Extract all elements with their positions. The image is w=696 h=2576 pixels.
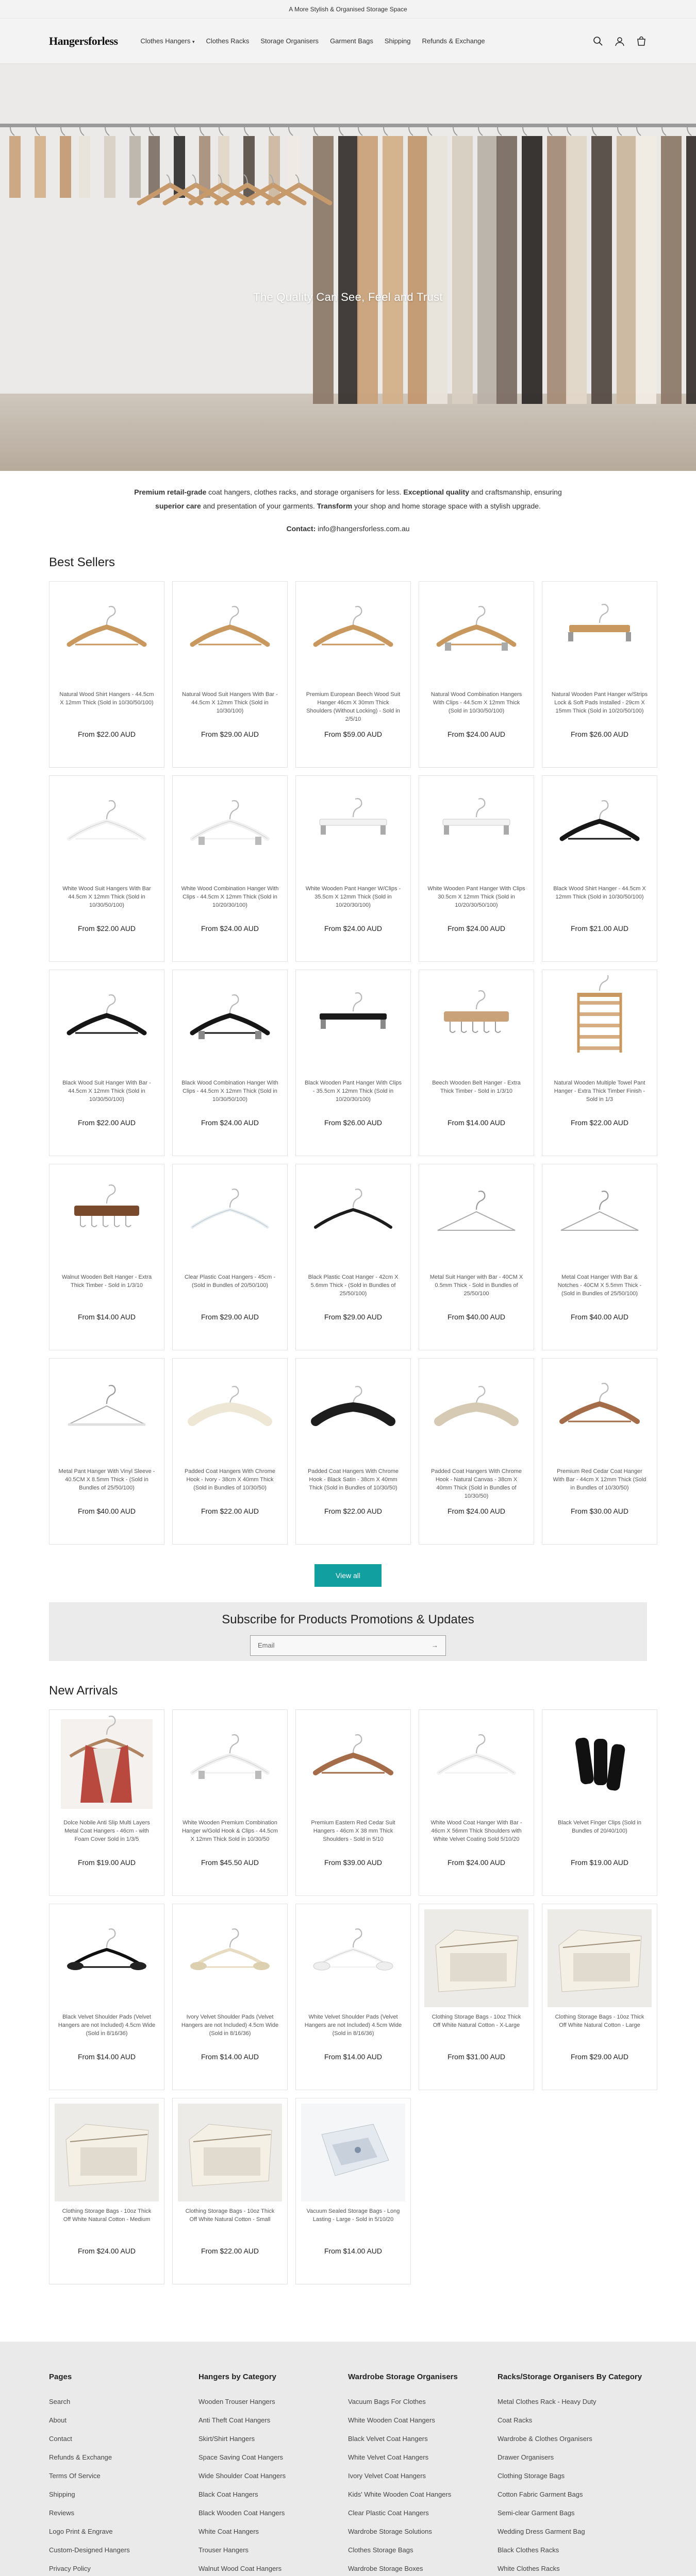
product-name[interactable]: Ivory Velvet Shoulder Pads (Velvet Hangers are not Included) 4.5cm Wide (Sold in 8/16/36) (181, 2013, 279, 2037)
product-name[interactable]: Natural Wood Combination Hangers With Clips - 44.5cm X 12mm Thick (Sold in 10/30/50/100) (430, 691, 522, 714)
product-price: From $39.00 AUD (324, 1858, 383, 1867)
product-card[interactable] (172, 2098, 288, 2284)
product-image[interactable] (301, 2104, 405, 2201)
footer-link[interactable]: Metal Clothes Rack - Heavy Duty (498, 2397, 596, 2405)
footer-link[interactable]: Ivory Velvet Coat Hangers (348, 2471, 426, 2480)
footer-column (49, 2371, 198, 2576)
product-card[interactable] (542, 1904, 657, 2090)
product-name[interactable]: Clear Plastic Coat Hangers - 45cm - (Sold in Bundles of 20/50/100) (184, 1274, 276, 1289)
product-card[interactable] (419, 1164, 534, 1350)
new-arrivals-grid (0, 1709, 696, 2284)
nav-clothes-hangers[interactable] (141, 37, 195, 45)
product-price: From $14.00 AUD (201, 2052, 259, 2061)
footer-link[interactable]: Wardrobe & Clothes Organisers (498, 2434, 592, 2443)
footer-link[interactable]: White Coat Hangers (198, 2527, 259, 2535)
product-price: From $24.00 AUD (447, 730, 506, 738)
main-nav (141, 37, 592, 45)
product-price: From $14.00 AUD (77, 2052, 136, 2061)
product-image[interactable] (424, 1170, 528, 1267)
product-name[interactable]: White Wooden Premium Combination Hanger w/Gold Hook & Clips - 44.5cm X 12mm Thick Sold in 10/30/50 (182, 1819, 278, 1842)
header-icons (592, 36, 647, 47)
product-image[interactable] (178, 1364, 282, 1462)
arrow-right-icon[interactable]: → (432, 1641, 438, 1650)
product-card[interactable] (295, 1164, 411, 1350)
product-image[interactable] (178, 1170, 282, 1267)
footer-link[interactable]: Wooden Trouser Hangers (198, 2397, 275, 2405)
nav-label: Clothes Hangers (140, 37, 191, 45)
product-image[interactable] (55, 781, 159, 879)
product-name[interactable]: Black Wood Combination Hanger With Clips - 44.5cm X 12mm Thick (Sold in 10/30/50/100) (181, 1079, 278, 1103)
product-price: From $14.00 AUD (77, 1312, 136, 1321)
logo[interactable]: Hangersforless (49, 34, 118, 47)
product-image[interactable] (301, 1715, 405, 1813)
product-card[interactable] (295, 970, 411, 1156)
footer-column (498, 2371, 647, 2576)
product-card[interactable] (542, 970, 657, 1156)
search-icon[interactable] (592, 36, 604, 47)
product-price: From $22.00 AUD (570, 1118, 629, 1127)
footer-column (198, 2371, 348, 2576)
product-image[interactable] (548, 975, 652, 1073)
product-image[interactable] (55, 1364, 159, 1462)
product-name[interactable]: Black Velvet Finger Clips (Sold in Bundles of 20/40/100) (557, 1819, 641, 1834)
footer-link[interactable]: White Velvet Coat Hangers (348, 2453, 429, 2461)
product-price: From $24.00 AUD (447, 1506, 506, 1515)
email-placeholder: Email (258, 1641, 275, 1650)
product-card[interactable] (542, 1358, 657, 1545)
product-name[interactable]: Clothing Storage Bags - 10oz Thick Off White Natural Cotton - Small (185, 2208, 275, 2223)
footer-link[interactable]: Shipping (49, 2490, 75, 2498)
view-all-button[interactable]: View all (314, 1564, 382, 1587)
intro-bold: Exceptional quality (403, 488, 469, 496)
footer-link[interactable]: Clothes Storage Bags (348, 2546, 413, 2554)
product-name[interactable]: Natural Wooden Multiple Towel Pant Hanger - Extra Thick Timber Finish - Sold in 1/3 (554, 1079, 645, 1103)
product-image[interactable] (424, 975, 528, 1073)
product-image[interactable] (178, 975, 282, 1073)
product-image[interactable] (55, 2104, 159, 2201)
contact-email[interactable]: info@hangersforless.com.au (316, 524, 410, 533)
footer-link[interactable]: Clothing Storage Bags (498, 2471, 565, 2480)
intro-bold: superior care (155, 502, 201, 511)
product-card[interactable] (172, 1358, 288, 1545)
product-image[interactable] (548, 1364, 652, 1462)
product-price: From $22.00 AUD (324, 1506, 383, 1515)
product-image[interactable] (178, 587, 282, 685)
product-price: From $29.00 AUD (201, 1312, 259, 1321)
footer-column-title: Wardrobe Storage Organisers (348, 2372, 458, 2381)
footer-link[interactable]: White Wooden Coat Hangers (348, 2416, 435, 2424)
footer-link[interactable]: Semi-clear Garment Bags (498, 2509, 575, 2517)
site-header (0, 19, 696, 64)
product-card[interactable] (419, 775, 534, 962)
contact-line (134, 522, 562, 536)
product-card[interactable] (172, 775, 288, 962)
account-icon[interactable] (614, 36, 625, 47)
nav-refunds[interactable]: Refunds & Exchange (422, 37, 485, 45)
product-card[interactable] (172, 581, 288, 768)
product-card[interactable] (295, 1904, 411, 2090)
product-name[interactable]: Premium European Beech Wood Suit Hanger 46cm X 30mm Thick Shoulders (Without Locking) - Sold in 2/5/10 (306, 691, 401, 722)
subscribe-title: Subscribe for Products Promotions & Updates (222, 1612, 474, 1626)
footer-link[interactable]: Trouser Hangers (198, 2546, 249, 2554)
product-image[interactable] (55, 975, 159, 1073)
product-price: From $24.00 AUD (201, 924, 259, 933)
product-price: From $40.00 AUD (447, 1312, 506, 1321)
nav-storage-organisers[interactable]: Storage Organisers (260, 37, 319, 45)
product-image[interactable] (301, 975, 405, 1073)
intro-text-part: coat hangers, clothes racks, and storage organisers for less. (206, 488, 404, 496)
footer-column-title: Pages (49, 2372, 72, 2381)
product-card[interactable] (295, 1709, 411, 1896)
product-card[interactable] (172, 1709, 288, 1896)
footer-column-title: Hangers by Category (198, 2372, 276, 2381)
chevron-down-icon: ▾ (192, 39, 195, 44)
product-price: From $29.00 AUD (201, 730, 259, 738)
product-name[interactable]: Natural Wood Suit Hangers With Bar - 44.5cm X 12mm Thick (Sold in 10/30/100) (182, 691, 278, 714)
product-image[interactable] (424, 1364, 528, 1462)
product-price: From $22.00 AUD (201, 2246, 259, 2255)
product-price: From $26.00 AUD (324, 1118, 383, 1127)
product-name[interactable]: Padded Coat Hangers With Chrome Hook - Natural Canvas - 38cm X 40mm Thick (Sold in Bundles of 10/30/50) (430, 1468, 522, 1499)
product-price: From $21.00 AUD (570, 924, 629, 933)
footer-column-title: Racks/Storage Organisers By Category (498, 2372, 642, 2381)
product-card[interactable] (49, 775, 164, 962)
footer-link[interactable]: Logo Print & Engrave (49, 2527, 113, 2535)
product-card[interactable] (542, 581, 657, 768)
footer-link[interactable]: Drawer Organisers (498, 2453, 554, 2461)
product-name[interactable]: Metal Coat Hanger With Bar & Notches - 40CM X 5.5mm Thick - (Sold in Bundles of 25/50/100) (557, 1274, 642, 1297)
product-card[interactable] (49, 1164, 164, 1350)
product-card[interactable] (295, 1358, 411, 1545)
product-name[interactable]: Black Plastic Coat Hanger - 42cm X 5.6mm Thick - (Sold in Bundles of 25/50/100) (308, 1274, 399, 1297)
product-price: From $59.00 AUD (324, 730, 383, 738)
product-image[interactable] (301, 587, 405, 685)
product-image[interactable] (301, 1170, 405, 1267)
announcement-bar: A More Stylish & Organised Storage Space (0, 0, 696, 19)
product-price: From $24.00 AUD (447, 924, 506, 933)
footer-link[interactable]: Coat Racks (498, 2416, 533, 2424)
product-image[interactable] (55, 1909, 159, 2007)
footer-link[interactable]: Contact (49, 2434, 72, 2443)
subscribe-section (49, 1602, 647, 1661)
product-name[interactable]: White Wood Suit Hangers With Bar 44.5cm X 12mm Thick (Sold in 10/30/50/100) (62, 885, 151, 908)
product-name[interactable]: White Wooden Pant Hanger With Clips 30.5cm X 12mm Thick (Sold in 10/20/30/50/100) (427, 885, 525, 908)
nav-garment-bags[interactable]: Garment Bags (330, 37, 373, 45)
product-image[interactable] (55, 1170, 159, 1267)
footer-link[interactable]: Black Clothes Racks (498, 2546, 559, 2554)
footer-link[interactable]: About (49, 2416, 67, 2424)
product-name[interactable]: Padded Coat Hangers With Chrome Hook - Black Satin - 38cm X 40mm Thick (Sold in Bundles of 10/30/50) (307, 1468, 399, 1491)
product-price: From $22.00 AUD (77, 730, 136, 738)
product-image[interactable] (301, 1364, 405, 1462)
footer-link[interactable]: Wide Shoulder Coat Hangers (198, 2471, 286, 2480)
product-price: From $31.00 AUD (447, 2052, 506, 2061)
product-name[interactable]: Premium Red Cedar Coat Hanger With Bar - 44cm X 12mm Thick (Sold in Bundles of 10/30/50) (553, 1468, 647, 1491)
footer-column (348, 2371, 498, 2576)
footer-link[interactable]: Vacuum Bags For Clothes (348, 2397, 426, 2405)
product-card[interactable] (49, 1358, 164, 1545)
intro-text-part: and craftsmanship, ensuring (469, 488, 562, 496)
hero-title: The Quality Can See, Feel and Trust (253, 291, 443, 303)
product-card[interactable] (419, 1904, 534, 2090)
footer-link[interactable]: Custom-Designed Hangers (49, 2546, 130, 2554)
product-image[interactable] (178, 1715, 282, 1813)
footer-link[interactable]: Privacy Policy (49, 2564, 91, 2572)
product-name[interactable]: Metal Suit Hanger with Bar - 40CM X 0.5mm Thick - Sold in Bundles of 25/50/100 (429, 1274, 523, 1297)
product-name[interactable]: White Wood Coat Hanger With Bar - 46cm X 56mm Thick Shoulders with White Velvet Coating Sold 5/10/20 (430, 1819, 522, 1842)
footer-link[interactable]: Search (49, 2397, 71, 2405)
footer-link[interactable]: Black Coat Hangers (198, 2490, 258, 2498)
intro-paragraph (134, 485, 562, 514)
product-price: From $22.00 AUD (201, 1506, 259, 1515)
product-price: From $24.00 AUD (447, 1858, 506, 1867)
footer-link[interactable]: Wardrobe Storage Boxes (348, 2564, 423, 2572)
footer-link[interactable]: Walnut Wood Coat Hangers (198, 2564, 282, 2572)
product-price: From $40.00 AUD (77, 1506, 136, 1515)
product-name[interactable]: White Wooden Pant Hanger W/Clips - 35.5cm X 12mm Thick (Sold in 10/20/30/100) (305, 885, 401, 908)
cart-icon[interactable] (636, 36, 647, 47)
product-card[interactable] (419, 1358, 534, 1545)
product-image[interactable] (178, 781, 282, 879)
footer-link[interactable]: Terms Of Service (49, 2471, 101, 2480)
footer-link[interactable]: Refunds & Exchange (49, 2453, 112, 2461)
product-name[interactable]: Padded Coat Hangers With Chrome Hook - Ivory - 38cm X 40mm Thick (Sold in Bundles of 10/30/50) (184, 1468, 276, 1491)
product-price: From $24.00 AUD (77, 2246, 136, 2255)
intro-bold: Transform (317, 502, 353, 511)
product-image[interactable] (548, 1715, 652, 1813)
product-image[interactable] (55, 587, 159, 685)
new-arrivals-title: New Arrivals (49, 1683, 118, 1698)
product-price: From $26.00 AUD (570, 730, 629, 738)
product-name[interactable]: Clothing Storage Bags - 10oz Thick Off White Natural Cotton - Large (555, 2013, 644, 2028)
product-price: From $24.00 AUD (324, 924, 383, 933)
product-price: From $22.00 AUD (77, 1118, 136, 1127)
product-card[interactable] (419, 581, 534, 768)
product-card[interactable] (49, 581, 164, 768)
product-name[interactable]: Dolce Nobile Anti Slip Multi Layers Metal Coat Hangers - 46cm - with Foam Cover Sold in 1/3/5 (63, 1819, 150, 1842)
product-name[interactable]: Black Wooden Pant Hanger With Clips - 35.5cm X 12mm Thick (Sold in 10/20/30/100) (304, 1079, 402, 1103)
product-image[interactable] (178, 1909, 282, 2007)
product-name[interactable]: Black Velvet Shoulder Pads (Velvet Hangers are not Included) 4.5cm Wide (Sold in 8/16/36) (58, 2013, 156, 2037)
footer-link[interactable]: Clear Plastic Coat Hangers (348, 2509, 429, 2517)
footer-link[interactable]: White Clothes Racks (498, 2564, 560, 2572)
footer-link[interactable]: Black Velvet Coat Hangers (348, 2434, 428, 2443)
product-name[interactable]: Clothing Storage Bags - 10oz Thick Off White Natural Cotton - Medium (62, 2208, 152, 2223)
product-image[interactable] (301, 1909, 405, 2007)
footer-link[interactable]: Wardrobe Storage Solutions (348, 2527, 432, 2535)
product-price: From $45.50 AUD (201, 1858, 259, 1867)
product-image[interactable] (424, 781, 528, 879)
product-price: From $30.00 AUD (570, 1506, 629, 1515)
product-card[interactable] (295, 581, 411, 768)
product-name[interactable]: Walnut Wooden Belt Hanger - Extra Thick Timber - Sold in 1/3/10 (61, 1274, 152, 1289)
product-name[interactable]: Black Wood Suit Hanger With Bar - 44.5cm X 12mm Thick (Sold in 10/30/50/100) (62, 1079, 151, 1103)
product-card[interactable] (172, 970, 288, 1156)
product-card[interactable] (49, 1904, 164, 2090)
product-image[interactable] (548, 1909, 652, 2007)
product-name[interactable]: Metal Pant Hanger With Vinyl Sleeve - 40.5CM X 8.5mm Thick - (Sold in Bundles of 25/50/100) (58, 1468, 155, 1491)
product-name[interactable]: Natural Wood Shirt Hangers - 44.5cm X 12mm Thick (Sold in 10/30/50/100) (59, 691, 154, 706)
email-field[interactable] (250, 1635, 446, 1656)
intro-text (0, 471, 696, 548)
footer-columns (0, 2342, 696, 2576)
nav-clothes-racks[interactable]: Clothes Racks (206, 37, 250, 45)
best-sellers-grid (0, 581, 696, 1545)
product-card[interactable] (295, 775, 411, 962)
footer-link[interactable]: Reviews (49, 2509, 75, 2517)
product-card[interactable] (542, 1164, 657, 1350)
product-card[interactable] (295, 2098, 411, 2284)
product-price: From $24.00 AUD (201, 1118, 259, 1127)
product-card[interactable] (542, 1709, 657, 1896)
product-image[interactable] (548, 587, 652, 685)
product-price: From $19.00 AUD (570, 1858, 629, 1867)
site-footer (0, 2342, 696, 2576)
product-image[interactable] (424, 1909, 528, 2007)
product-price: From $14.00 AUD (324, 2052, 383, 2061)
product-card[interactable] (49, 970, 164, 1156)
hero-clothes-rack-image (0, 64, 696, 471)
product-price: From $40.00 AUD (570, 1312, 629, 1321)
footer-link[interactable]: Space Saving Coat Hangers (198, 2453, 284, 2461)
product-card[interactable] (419, 970, 534, 1156)
product-card[interactable] (172, 1164, 288, 1350)
product-price: From $19.00 AUD (77, 1858, 136, 1867)
view-all-wrap (0, 1564, 696, 1587)
hero-banner (0, 64, 696, 471)
contact-label: Contact: (286, 524, 316, 533)
product-price: From $29.00 AUD (570, 2052, 629, 2061)
product-name[interactable]: Black Wood Shirt Hanger - 44.5cm X 12mm Thick (Sold in 10/30/50/100) (553, 885, 646, 900)
product-card[interactable] (542, 775, 657, 962)
footer-link[interactable]: Black Wooden Coat Hangers (198, 2509, 285, 2517)
product-card[interactable] (172, 1904, 288, 2090)
footer-link[interactable]: Wedding Dress Garment Bag (498, 2527, 585, 2535)
intro-text-part: your shop and home storage space with a stylish upgrade. (352, 502, 541, 511)
product-image[interactable] (548, 1170, 652, 1267)
product-name[interactable]: Clothing Storage Bags - 10oz Thick Off White Natural Cotton - X-Large (432, 2013, 521, 2028)
intro-bold: Premium retail-grade (134, 488, 207, 496)
intro-text-part: and presentation of your garments. (201, 502, 317, 511)
product-image[interactable] (178, 2104, 282, 2201)
footer-link[interactable]: Cotton Fabric Garment Bags (498, 2490, 583, 2498)
product-name[interactable]: White Wood Combination Hanger With Clips - 44.5cm X 12mm Thick (Sold in 10/20/30/100) (181, 885, 279, 908)
product-card[interactable] (419, 1709, 534, 1896)
product-image[interactable] (55, 1715, 159, 1813)
product-image[interactable] (548, 781, 652, 879)
product-price: From $14.00 AUD (324, 2246, 383, 2255)
footer-link[interactable]: Skirt/Shirt Hangers (198, 2434, 255, 2443)
product-name[interactable]: Premium Eastern Red Cedar Suit Hangers - 46cm X 38 mm Thick Shoulders - Sold in 5/10 (311, 1819, 395, 1842)
product-image[interactable] (424, 1715, 528, 1813)
footer-link[interactable]: Anti Theft Coat Hangers (198, 2416, 271, 2424)
product-price: From $22.00 AUD (77, 924, 136, 933)
product-name[interactable]: Vacuum Sealed Storage Bags - Long Lasting - Large - Sold in 5/10/20 (306, 2208, 400, 2223)
product-name[interactable]: Beech Wooden Belt Hanger - Extra Thick Timber - Sold in 1/3/10 (432, 1079, 521, 1094)
product-image[interactable] (301, 781, 405, 879)
nav-shipping[interactable]: Shipping (384, 37, 411, 45)
footer-link[interactable]: Kids' White Wooden Coat Hangers (348, 2490, 452, 2498)
product-name[interactable]: Natural Wooden Pant Hanger w/Strips Lock & Soft Pads Installed - 29cm X 15mm Thick (Sold in 10/20/50/100) (551, 691, 648, 714)
product-price: From $29.00 AUD (324, 1312, 383, 1321)
product-price: From $14.00 AUD (447, 1118, 506, 1127)
product-card[interactable] (49, 1709, 164, 1896)
product-card[interactable] (49, 2098, 164, 2284)
product-name[interactable]: White Velvet Shoulder Pads (Velvet Hangers are not Included) 4.5cm Wide (Sold in 8/16/36) (304, 2013, 402, 2037)
product-image[interactable] (424, 587, 528, 685)
best-sellers-title: Best Sellers (49, 555, 115, 569)
